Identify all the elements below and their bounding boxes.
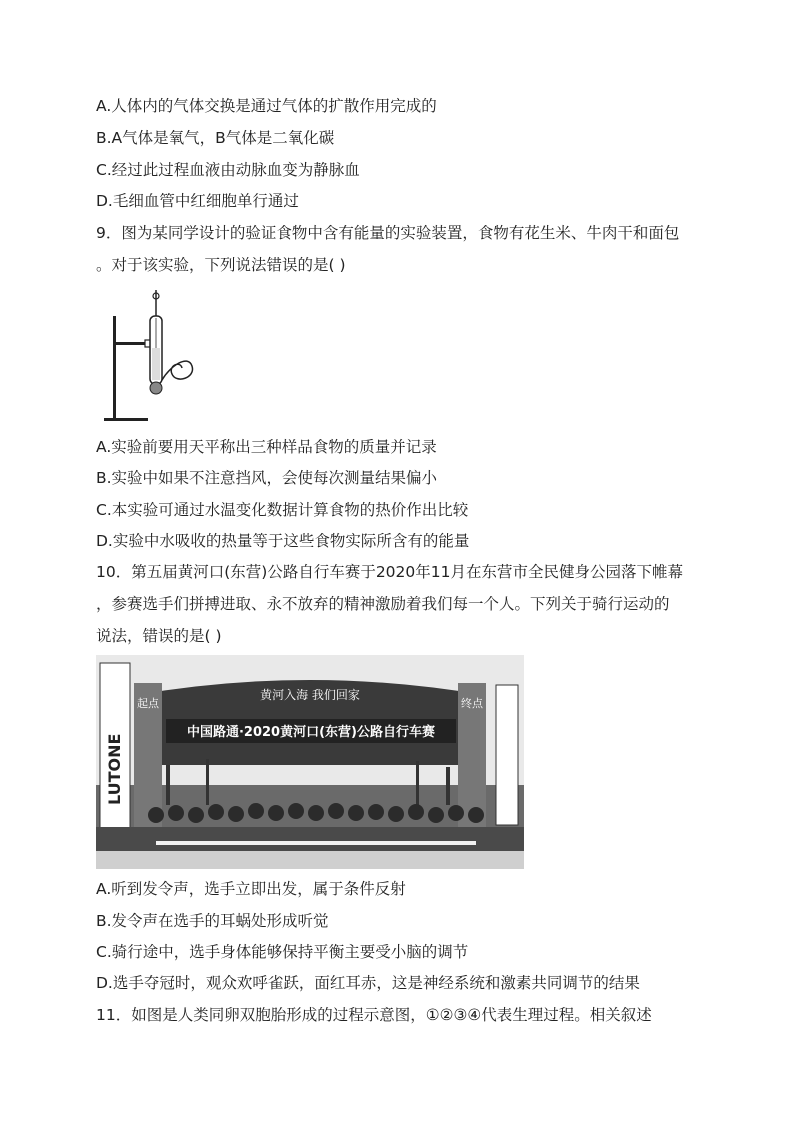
q10-option-c: C.骑行途中，选手身体能够保持平衡主要受小脑的调节 (96, 943, 469, 961)
q10-option-a: A.听到发令声，选手立即出发，属于条件反射 (96, 880, 406, 898)
q10-option-d: D.选手夺冠时，观众欢呼雀跃，面红耳赤，这是神经系统和激素共同调节的结果 (96, 974, 640, 992)
apparatus-drawing (100, 288, 200, 423)
q10-stem-line3: 说法，错误的是( ) (96, 627, 222, 645)
arch-top-text: 黄河入海 我们回家 (260, 688, 360, 702)
q9-stem-line2: 。对于该实验，下列说法错误的是( ) (96, 256, 346, 274)
q10-stem-line1: 10．第五届黄河口(东营)公路自行车赛于2020年11月在东营市全民健身公园落下帷幕 (96, 563, 683, 581)
brand-flag-text: LUTONE (105, 733, 124, 805)
arch-banner-text: 中国路通·2020黄河口(东营)公路自行车赛 (186, 725, 436, 740)
q9-option-c: C.本实验可通过水温变化数据计算食物的热价作出比较 (96, 501, 469, 519)
q9-option-b: B.实验中如果不注意挡风，会使每次测量结果偏小 (96, 469, 438, 487)
q9-option-a: A.实验前要用天平称出三种样品食物的质量并记录 (96, 438, 437, 456)
q8-option-b: B.A气体是氧气，B气体是二氧化碳 (96, 129, 335, 147)
q9-stem-line1: 9．图为某同学设计的验证食物中含有能量的实验装置，食物有花生米、牛肉干和面包 (96, 224, 680, 242)
q10-stem-line2: ，参赛选手们拼搏进取、永不放弃的精神激励着我们每一个人。下列关于骑行运动的 (96, 595, 670, 613)
start-sign-text: 起点 (137, 697, 159, 710)
q10-race-start-photo (96, 655, 524, 869)
q9-experiment-apparatus-figure (100, 288, 200, 423)
q8-option-d: D.毛细血管中红细胞单行通过 (96, 192, 299, 210)
finish-sign-text: 终点 (461, 697, 483, 710)
q10-option-b: B.发令声在选手的耳蜗处形成听觉 (96, 912, 329, 930)
q9-option-d: D.实验中水吸收的热量等于这些食物实际所含有的能量 (96, 532, 470, 550)
q8-option-a: A.人体内的气体交换是通过气体的扩散作用完成的 (96, 97, 437, 115)
q11-stem-line1: 11．如图是人类同卵双胞胎形成的过程示意图，①②③④代表生理过程。相关叙述 (96, 1006, 652, 1024)
q8-option-c: C.经过此过程血液由动脉血变为静脉血 (96, 161, 360, 179)
race-photo-drawing (96, 655, 524, 869)
